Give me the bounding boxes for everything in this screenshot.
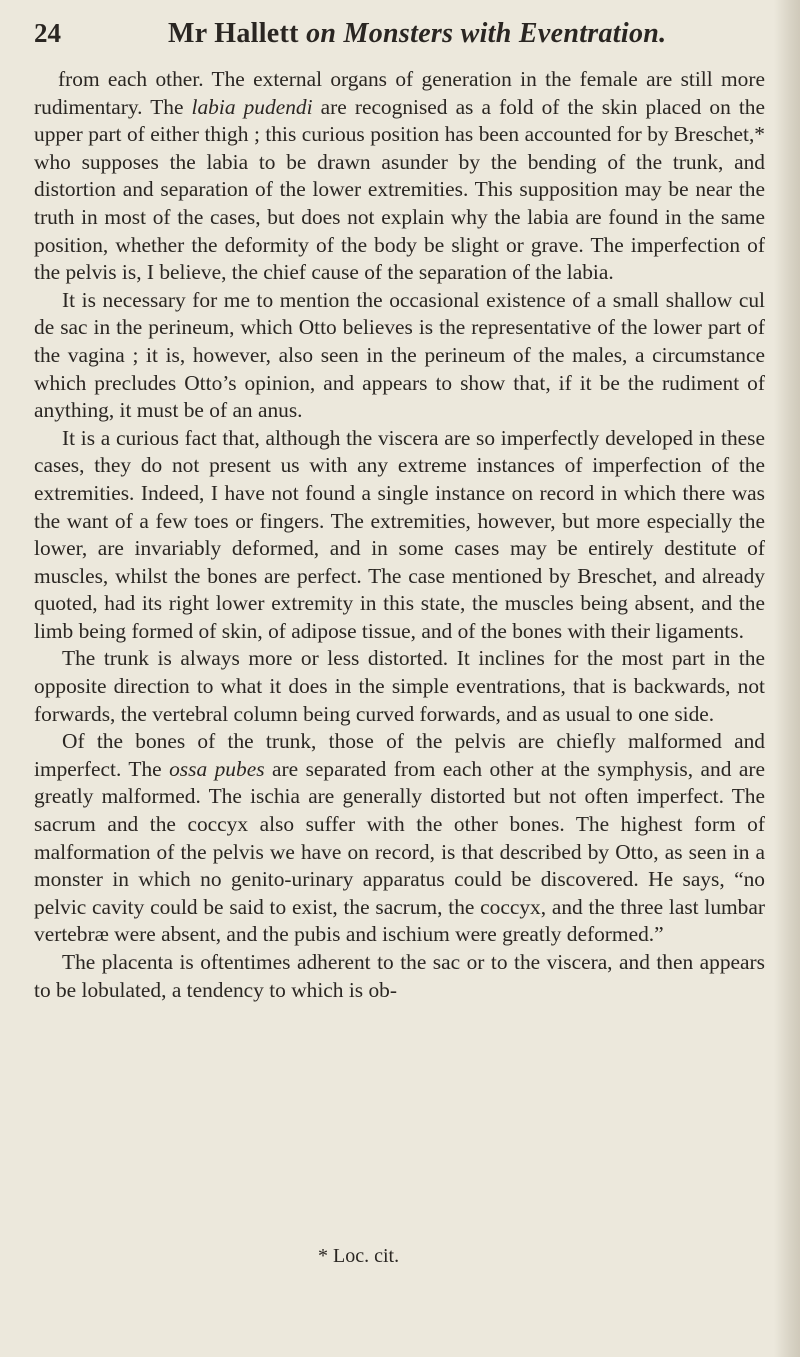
page-number: 24	[34, 18, 61, 48]
paragraph	[34, 66, 765, 287]
running-title-subject: on Monsters with Eventration.	[306, 18, 667, 49]
italic-term: labia pudendi	[191, 94, 313, 119]
paragraph	[34, 287, 765, 425]
paragraph-text: It is necessary for me to mention the occasional existence of a small shallow cul de sac in the perineum, which Otto believes is the representative of the lower part of the vagina ; it is, however, also seen in the perineum of the males, a circumstance which precludes Otto’s opinion, and appears to show that, if it be the rudiment of anything, it must be of an anus.	[34, 287, 765, 423]
paragraph	[34, 425, 765, 646]
paragraph	[34, 949, 765, 1004]
paragraph-text: It is a curious fact that, although the viscera are so imperfectly developed in these cases, they do not present us with any extreme instances of imperfection of the extremities. Indeed, I have not found a single instance on record in which there was the want of a few toes or fingers. The extremities, however, but more especially the lower, are invariably deformed, and in some cases may be entirely destitute of muscles, whilst the bones are perfect. The case mentioned by Breschet, and already quoted, had its right lower extremity in this state, the muscles being absent, and the limb being formed of skin, of adipose tissue, and of the bones with their ligaments.	[34, 425, 765, 643]
paragraph-text: from each other. The external organs of generation in the female are still more rudimentary. The	[34, 67, 765, 119]
running-title-author: Mr Hallett	[168, 18, 307, 49]
body-text	[34, 66, 765, 1004]
italic-term: ossa pubes	[169, 756, 265, 781]
paragraph-text: The placenta is oftentimes adherent to the sac or to the viscera, and then appears to be lobulated, a tendency to which is ob-	[34, 950, 765, 1002]
paragraph	[34, 728, 765, 949]
page-edge-shadow	[774, 0, 800, 1357]
running-title	[168, 18, 666, 50]
paragraph-text: are recognised as a fold of the skin placed on the upper part of either thigh ; this curious position has been accounted for by Breschet,* who supposes the labia to be drawn asunder by the bending of the trunk, and distortion and separation of the lower extremities. This supposition may be near the truth in most of the cases, but does not explain why the labia are found in the same position, whether the deformity of the body be slight or grave. The imperfection of the pelvis is, I believe, the chief cause of the separation of the labia.	[34, 94, 765, 285]
page-header	[34, 18, 764, 58]
footnote: * Loc. cit.	[318, 1245, 400, 1267]
paragraph-text: The trunk is always more or less distorted. It inclines for the most part in the opposite direction to what it does in the simple eventrations, that is backwards, not forwards, the vertebral column being curved forwards, and as usual to one side.	[34, 646, 765, 726]
paragraph	[34, 645, 765, 728]
paragraph-text: are separated from each other at the symphysis, and are greatly malformed. The ischia are generally distorted but not often imperfect. The sacrum and the coccyx also suffer with the other bones. The highest form of malformation of the pelvis we have on record, is that described by Otto, as seen in a monster in which no genito-urinary apparatus could be discovered. He says, “no pelvic cavity could be said to exist, the sacrum, the coccyx, and the three last lumbar vertebræ were absent, and the pubis and ischium were greatly deformed.”	[34, 756, 766, 947]
paragraph-text: Of the bones of the trunk, those of the pelvis are chiefly malformed and imperfect. The	[34, 729, 765, 781]
